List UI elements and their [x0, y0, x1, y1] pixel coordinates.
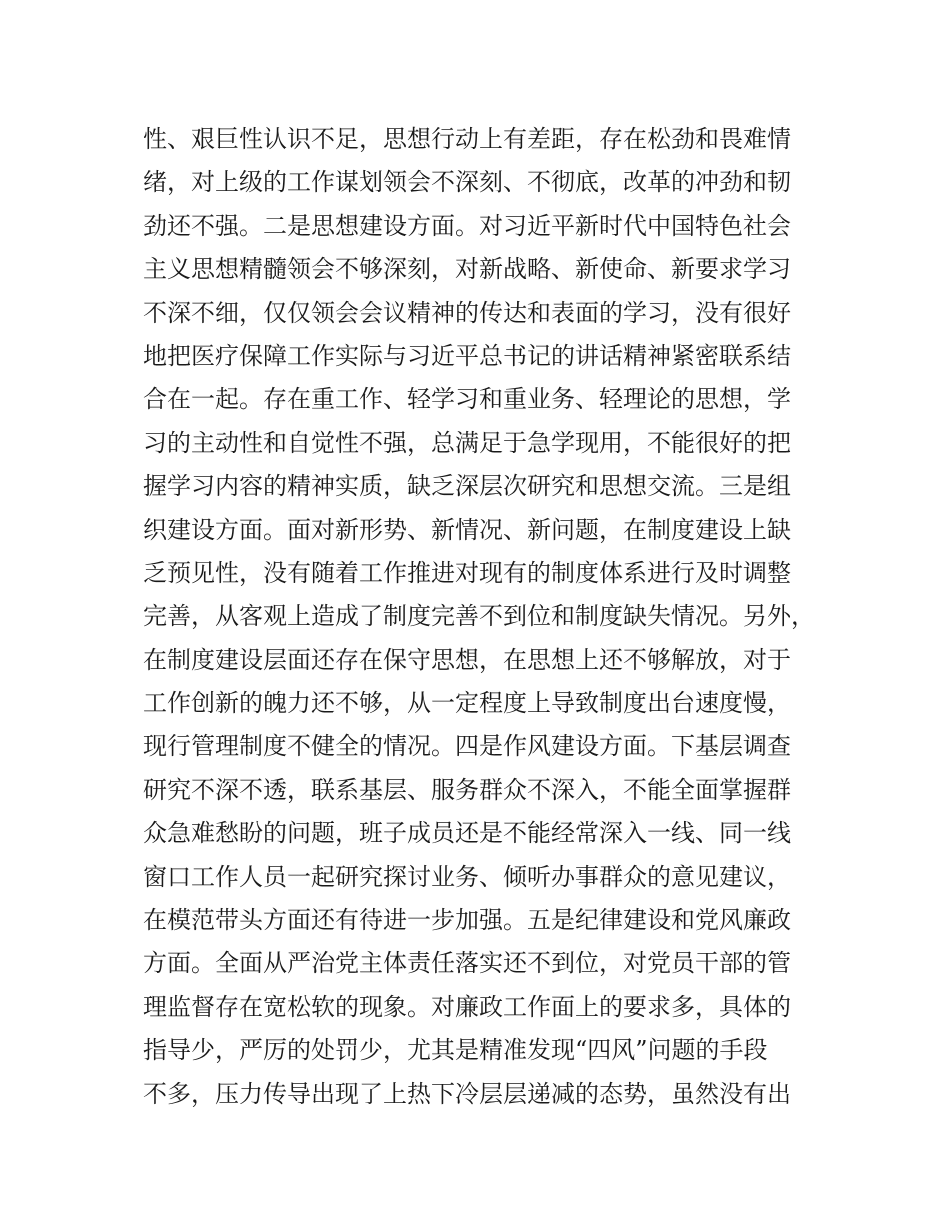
text-line: 织建设方面。面对新形势、新情况、新问题，在制度建设上缺: [143, 515, 791, 544]
text-line: 不多，压力传导出现了上热下冷层层递减的态势，虽然没有出: [143, 1079, 791, 1108]
body-text: [143, 118, 833, 1116]
text-line: 现行管理制度不健全的情况。四是作风建设方面。下基层调查: [143, 732, 791, 761]
text-line: 方面。全面从严治党主体责任落实还不到位，对党员干部的管: [143, 949, 791, 978]
text-line: 工作创新的魄力还不够，从一定程度上导致制度出台速度慢，: [143, 689, 791, 718]
text-line: 窗口工作人员一起研究探讨业务、倾听办事群众的意见建议，: [143, 862, 791, 891]
text-line: 众急难愁盼的问题，班子成员还是不能经常深入一线、同一线: [143, 819, 791, 848]
text-line: 性、艰巨性认识不足，思想行动上有差距，存在松劲和畏难情: [143, 125, 791, 153]
text-line: 主义思想精髓领会不够深刻，对新战略、新使命、新要求学习: [143, 255, 791, 284]
text-line: 完善，从客观上造成了制度完善不到位和制度缺失情况。另外，: [143, 602, 815, 631]
text-line: 不深不细，仅仅领会会议精神的传达和表面的学习，没有很好: [143, 298, 791, 327]
text-line: 劲还不强。二是思想建设方面。对习近平新时代中国特色社会: [143, 211, 791, 240]
text-line: 乏预见性，没有随着工作推进对现有的制度体系进行及时调整: [143, 558, 791, 587]
text-line: 指导少，严厉的处罚少，尤其是精准发现“四风”问题的手段: [143, 1036, 768, 1065]
text-line: 在模范带头方面还有待进一步加强。五是纪律建设和党风廉政: [143, 906, 791, 935]
text-line: 握学习内容的精神实质，缺乏深层次研究和思想交流。三是组: [143, 472, 791, 501]
text-line: 理监督存在宽松软的现象。对廉政工作面上的要求多，具体的: [143, 992, 791, 1021]
text-line: 绪，对上级的工作谋划领会不深刻、不彻底，改革的冲劲和韧: [143, 168, 791, 197]
text-line: 合在一起。存在重工作、轻学习和重业务、轻理论的思想，学: [143, 385, 791, 414]
text-line: 在制度建设层面还存在保守思想，在思想上还不够解放，对于: [143, 645, 791, 674]
text-line: 习的主动性和自觉性不强，总满足于急学现用，不能很好的把: [143, 428, 791, 457]
text-line: 地把医疗保障工作实际与习近平总书记的讲话精神紧密联系结: [143, 341, 791, 370]
text-line: 研究不深不透，联系基层、服务群众不深入，不能全面掌握群: [143, 775, 791, 804]
